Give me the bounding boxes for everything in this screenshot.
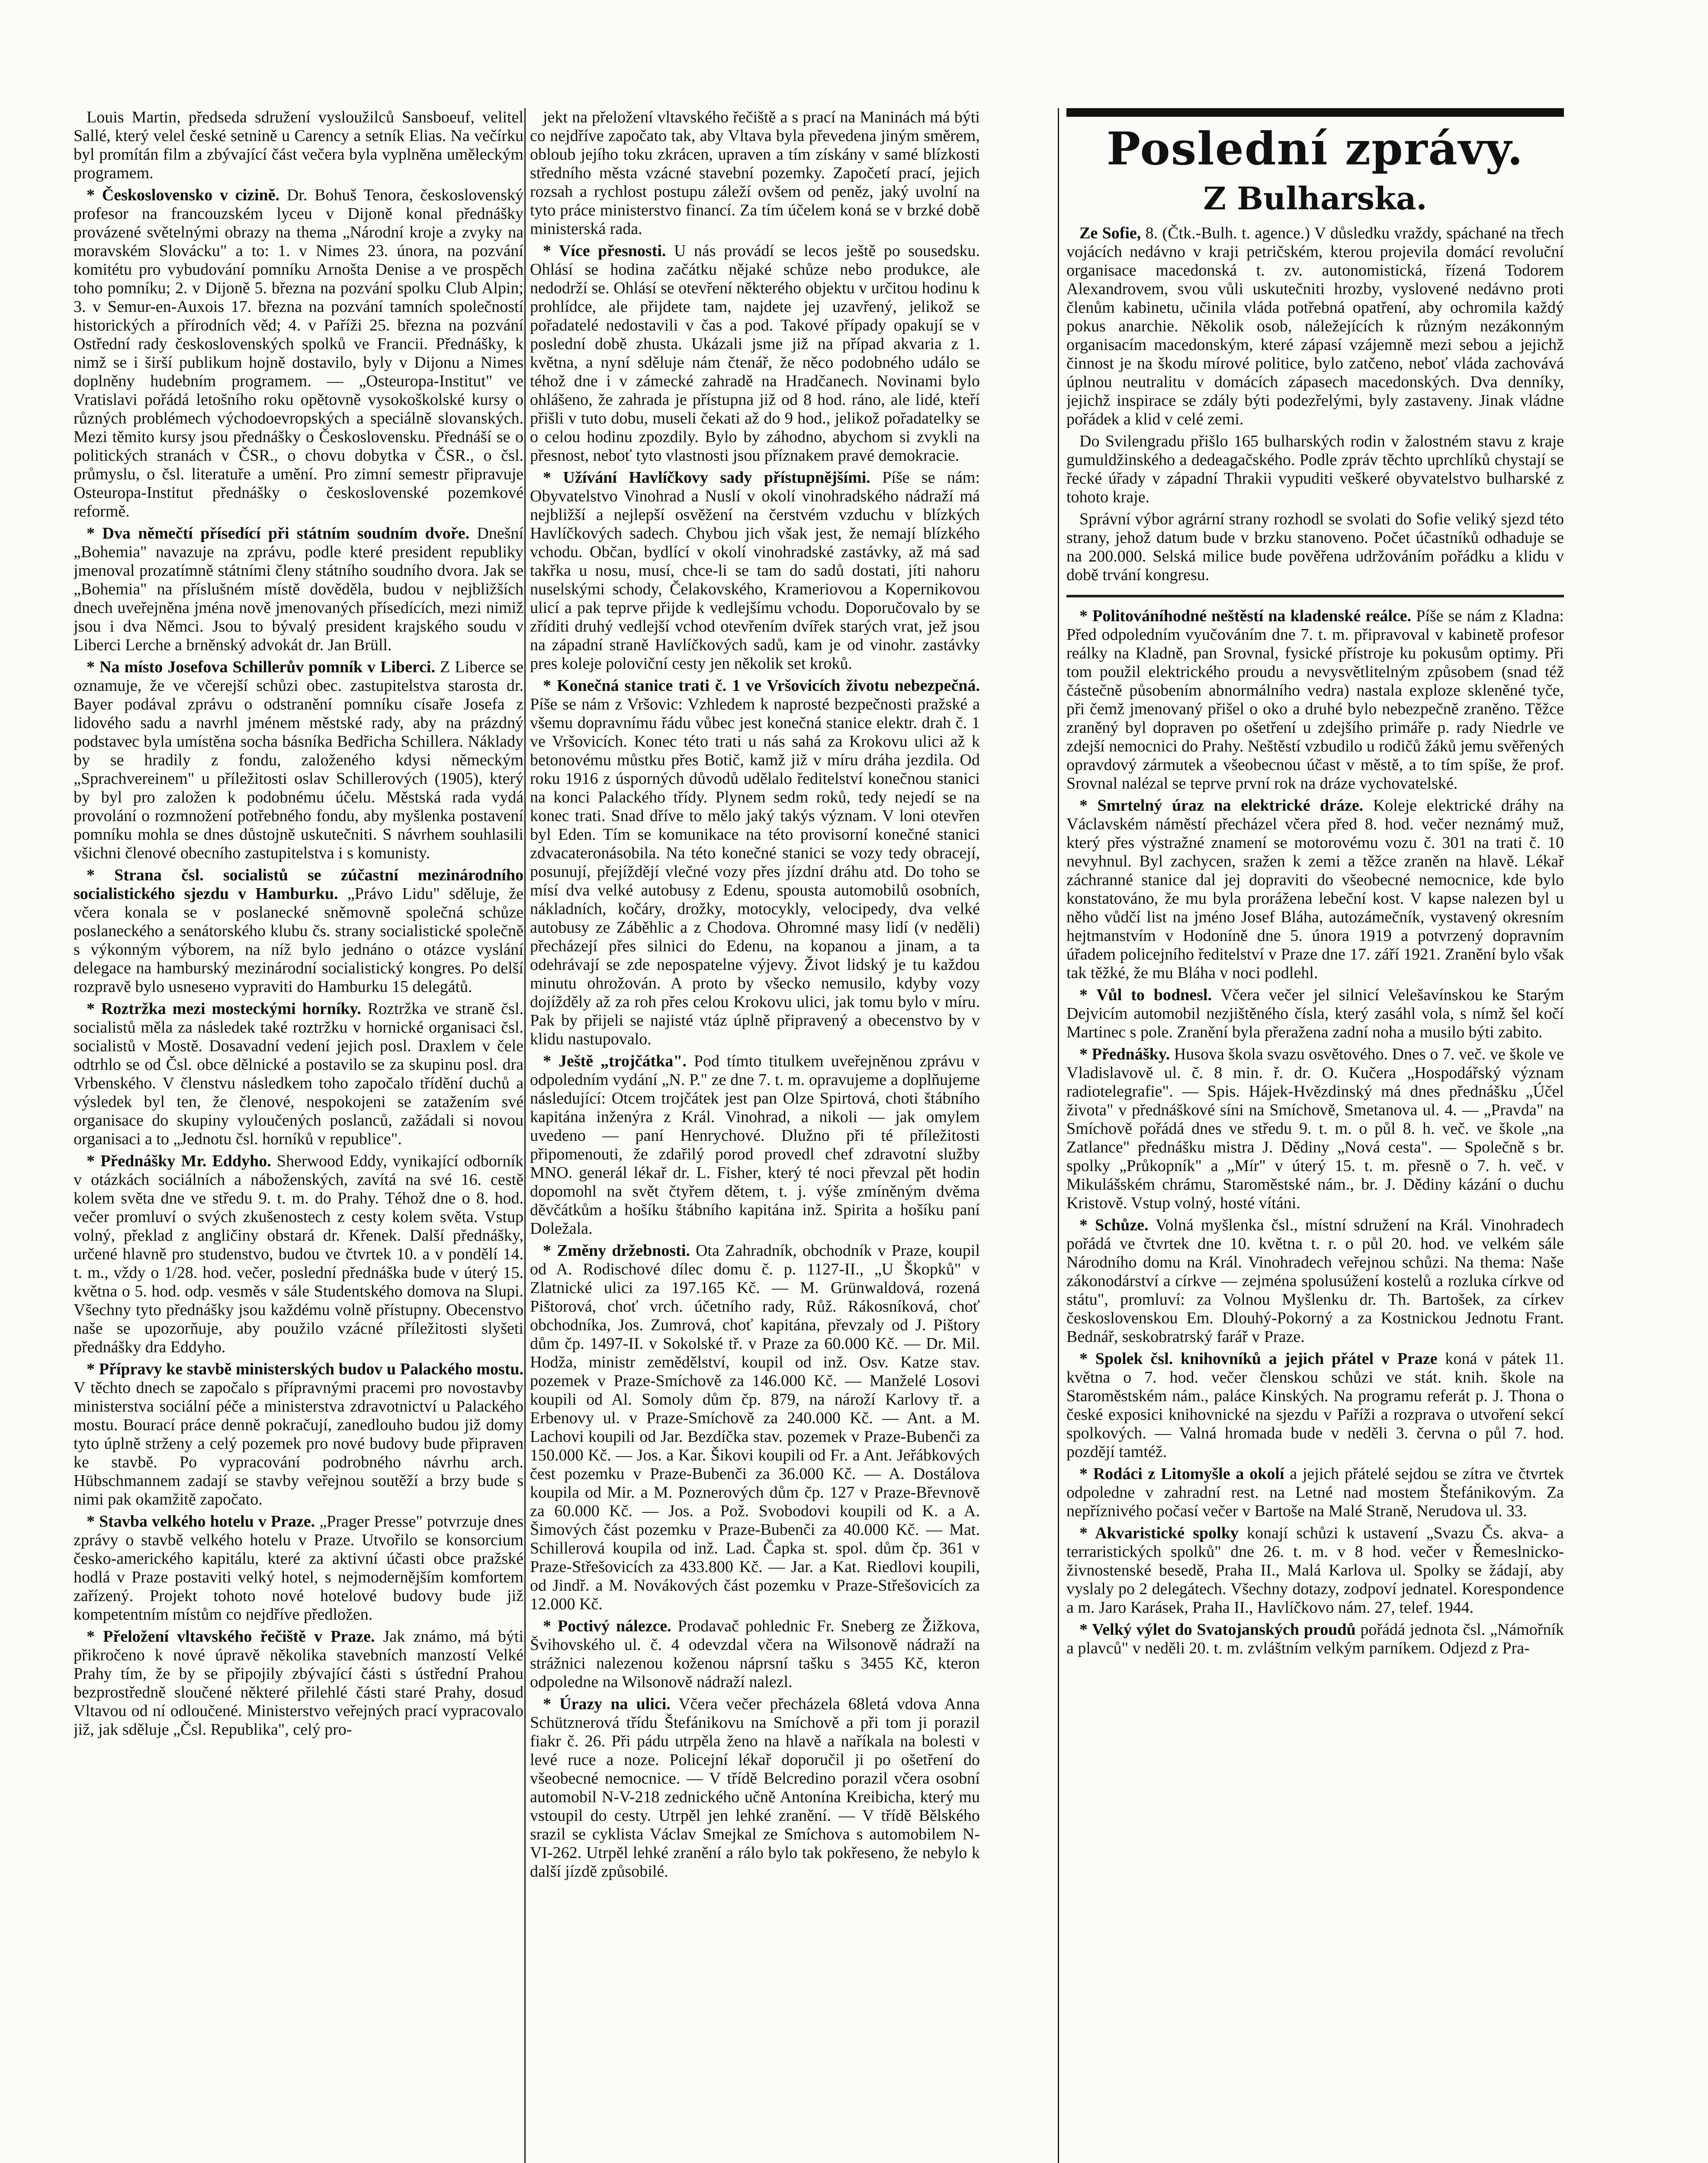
article-paragraph [74,524,523,655]
article-text: Prodavač pohlednic Fr. Sneberg ze Žižkova, Švihovského ul. č. 4 odevzdal včera na Wilsonově nádraží na strážnici nalezenou koženou náprsní tašku s 3455 Kč, kteron odpoledne na Wilsonově nádraží nalezl. [530,1617,980,1691]
article-paragraph [74,108,523,183]
bulgaria-news [1066,224,1564,584]
article-paragraph [74,866,523,996]
article-text: Dnešní „Bohemia" navazuje na zprávu, podle které president republiky jmenoval prozatímně státními členy státního soudního dvora. Jak se „Bohemia" na příslušném místě dověděla, budou v nejbližších dnech uveřejněna jména nově jmenovaných přísedících, mezi nimiž jsou i dva Němci. Jsou to bývalý president krajského soudu v Liberci Lerche a brněnský advokát dr. Jan Brüll. [74,524,523,654]
article-paragraph [1066,986,1564,1042]
article-headline: * Stavba velkého hotelu v Praze. [87,1512,315,1531]
article-paragraph [530,1052,980,1238]
article-text: pořádá jednota čsl. „Námořník a plavců" v neděli 20. t. m. zvláštním velkým parníkem. Odjezd z Pra- [1066,1621,1564,1657]
article-paragraph [74,1360,523,1509]
article-headline: * Strana čsl. socialistů se zúčastní mezinárodního socialistického sjezdu v Hamburku. [74,866,523,903]
article-headline: * Akvaristické spolky [1079,1524,1239,1542]
article-text: Do Svilengradu přišlo 165 bulharských rodin v žalostném stavu z kraje gumuldžinského a dedeagačského. Podle zpráv těchto uprchlíků chystají se řecké úřady v západní Thrakii vypuditi veškeré obyvatelstvo bulharské z tohoto kraje. [1066,432,1564,506]
article-text: U nás provádí se lecos ještě po sousedsku. Ohlásí se hodina začátku nějaké schůze nebo produkce, ale nedodrží se. Ohlásí se otevření některého objektu v určitou hodinu k prohlídce, ale přijdete tam, najdete jej uzavřený, jelikož se pořadatelé nedostavili v čas a pod. Takové případy opakují se v poslední době zhusta. Ukázali jsme již na případ akvaria z 1. května, a nyní sděluje nám čtenář, že něco podobného událo se téhož dne i v zámecké zahradě na Hradčanech. Novinami bylo ohlášeno, že zahrada je přístupna již od 8 hod. ráno, ale lidé, kteří přišli v tuto dobu, museli čekati až do 9 hod., jelikož pořadatelky se o celou hodinu zpozdily. Bylo by záhodno, abychom si zvykli na přesnost, neboť tyto vlastnosti jsou příznakem pravé demokracie. [530,242,980,465]
article-text: konají schůzi k ustavení „Svazu Čs. akva- a terraristických spolků" dne 26. t. m. v 8 hod. večer v Řemeslnicko-živnostenské besedě, Praha II., Malá Karlova ul. Spolky se žádají, aby vyslaly po 2 delegátech. Všechny dotazy, zodpoví jednatel. Korespondence a m. Jaro Karásek, Praha II., Havlíčkovo nám. 27, telef. 1944. [1066,1524,1564,1617]
article-text: Volná myšlenka čsl., místní sdružení na Král. Vinohradech pořádá ve čtvrtek dne 10. května t. r. o půl 20. hod. ve velkém sále Národního domu na Král. Vinohradech veřejnou schůzi. Na thema: Naše zákonodárství a církve — zejména spolusúžení kostelů a rozluka církve od státu", promluví: za Volnou Myšlenku dr. Th. Bartošek, za církev československou Em. Dlouhý-Pokorný a za Kostnickou Jednotu Frant. Bednář, seskobratrský farář v Praze. [1066,1216,1564,1346]
column-left [74,108,523,2163]
article-headline: * Dva němečtí přísedící při státním soudním dvoře. [87,524,469,542]
article-text: Správní výbor agrární strany rozhodl se svolati do Sofie veliký sjezd této strany, jehož datum bude v brzku stanoveno. Počet účastníků odhaduje se na 200.000. Selská milice bude pověřena udržováním pořádku a klidu v době trvání kongresu. [1066,510,1564,584]
article-text: Pod tímto titulkem uveřejněnou zprávu v odpoledním vydání „N. P." ze dne 7. t. m. opravujeme a doplňujeme následující: Otcem trojčátek jest pan Olze Spirtová, choti štábního kapitána inženýra z Král. Vinohrad, a nikoli — jak omylem uvedeno — paní Henrychové. Dlužno při té příležitosti připomenouti, že zdařilý porod provedl chef zdravotní služby MNO. generál lékař dr. L. Fisher, který té noci převzal pět hodin dopomohl na svět čtyřem dětem, t. j. výše zmíněným dvěma děvčátkům a hošíku štábního kapitána inž. Spirita a hošíku paní Doležala. [530,1052,980,1238]
article-text: Píše se nám: Obyvatelstvo Vinohrad a Nuslí v okolí vinohradského nádraží má nejbližší a nejlepší osvěžení na čerstvém vzduchu v blízkých Havlíčkových sadech. Chybou jich však jest, že nemají blízkého vchodu. Občan, bydlící v okolí vinohradské zastávky, až má sad takřka u nosu, musí, chce-li se tam do sadů dostati, jíti nahoru nuselskými schody, Čelakovského, Krameriovou a Kopernikovou ulicí a pak teprve přijde k vedlejšímu vchodu. Doporučovalo by se zříditi druhý vedlejší vchod otevřením dvířek starých vrat, jež jsou na západní straně Havlíčkových sadů, kam je od vinohr. zastávky pres koleje poloviční cesty jen několik set kroků. [530,469,980,673]
article-headline: * Smrtelný úraz na elektrické dráze. [1079,796,1364,815]
article-paragraph [1066,1524,1564,1617]
article-text: Z Liberce se oznamuje, že ve včerejší schůzi obec. zastupitelstva starosta dr. Bayer podával zprávu o odstranění pomníku císaře Josefa z lidového sadu a navrhl jménem městské rady, aby na prázdný podstavec byla umístěna socha básníka Bedřicha Schillera. Náklady by se hradily z fondu, založeného kdysi německým „Sprachvereinem" u příležitosti oslav Schillerových (1905), který by byl pro založen k podobnému účelu. Městská rada vydá provolání o rozmnožení potřebného fondu, aby myšlenka postavení pomníku mohla se dnes důstojně uskutečniti. S návrhem souhlasili všichni členové obecního zastupitelstva i s komunisty. [74,658,523,862]
column-middle [530,108,980,2163]
article-headline: * Rodáci z Litomyšle a okolí [1079,1465,1284,1483]
article-headline: * Vůl to bodnesl. [1079,986,1212,1004]
article-text: Píše se nám z Kladna: Před odpoledním vyučováním dne 7. t. m. připravoval v kabinetě profesor reálky na Kladně, pan Srovnal, fysické přístroje ku pokusům optimy. Při tom použil elektrického proudu a nevysvětlitelným způsobem (snad též částečně působením abnormálního vedra) nastala exploze skleněné tyče, při čemž jmenovaný přišel o oko a druhé bylo nebezpečně zraněno. Těžce zraněný byl dopraven po ošetření u zdejšího primáře p. rady Niedrle ve zdejší nemocnici do Prahy. Neštěstí vzbudilo u rodičů žáků jemu svěřených opravdový zármutek a všeobecnou účast v městě, a to tím spíše, že prof. Srovnal nalézal se teprve první rok na dráze vychovatelské. [1066,607,1564,793]
article-text: koná v pátek 11. května o 7. hod. večer členskou schůzi ve stát. knih. škole na Staroměstském nám., paláce Kinských. Na programu referát p. J. Thona o české exposici knihovnické na sjezdu v Paříži a rozprava o utvoření sekcí spolkových. — Valná hromada bude v neděli 3. června o půl 7. hod. pozdějí tamtéž. [1066,1350,1564,1461]
article-headline: * Změny držebnosti. [543,1242,690,1260]
article-paragraph [1066,1465,1564,1521]
article-headline: * Na místo Josefova Schillerův pomník v Liberci. [87,658,435,676]
article-paragraph [74,658,523,863]
article-headline: Ze Sofie, [1079,224,1141,242]
article-paragraph [530,1617,980,1691]
article-headline: * Velký výlet do Svatojanských proudů [1079,1621,1356,1639]
article-headline: * Schůze. [1079,1216,1149,1234]
article-text: V těchto dnech se započalo s přípravnými pracemi pro novostavby ministerstva sociální péče a ministerstva zdravotnictví u Palackého mostu. Bourací práce denně pokračují, zanedlouho budou již domy tyto úplně strženy a celý pozemek pro nové budovy bude připraven ke stavbě. Po vypracování podrobného návrhu arch. Hübschmannem zadají se stavby veřejnou soutěží a brzy bude s nimi pak okamžitě započato. [74,1379,523,1508]
article-paragraph [1066,1621,1564,1658]
masthead-bar [1066,108,1564,117]
article-headline: * Politováníhodné neštěstí na kladenské reálce. [1079,607,1412,625]
article-headline: * Spolek čsl. knihovníků a jejich přátel v Praze [1079,1350,1438,1368]
column-divider-left [524,108,526,2163]
article-headline: * Poctivý nálezce. [543,1617,671,1635]
article-paragraph [530,469,980,673]
article-paragraph [1066,432,1564,507]
article-headline: * Přednášky Mr. Eddyho. [87,1152,271,1170]
article-paragraph [1066,510,1564,584]
article-headline: * Přednášky. [1079,1045,1170,1063]
article-headline: * Více přesnosti. [543,242,666,260]
article-paragraph [74,186,523,521]
article-text: Koleje elektrické dráhy na Václavském náměstí přecházel včera před 8. hod. večer neznámý muž, který přes výstražné znamení se motorovému vozu č. 301 na trati č. 10 nevyhnul. Byl zachycen, sražen k zemi a těžce zraněn na hlavě. Lékař záchranné stanice dal jej dopraviti do všeobecné nemocnice, kde bylo konstatováno, že mu byla prorážena lebeční kost. V kapse nalezen byl u něho vůdčí list na jméno Josef Bláha, autozámečník, vystavený okresním hejtmanstvím v Hodoníně dne 5. února 1919 a potvrzený dopravním úřadem policejního ředitelství v Praze dne 17. září 1921. Zranění bylo však tak těžké, že mu Bláha v noci podlehl. [1066,796,1564,982]
article-text: Husova škola svazu osvětového. Dnes o 7. več. ve škole ve Vladislavově ul. č. 8 min. ř. dr. O. Kučera „Hospodářský význam radiotelegrafie". — Spis. Hájek-Hvězdinský má dnes přednášku „Účel života" v přednáškové síni na Smíchově, Smetanova ul. 4. — „Pravda" na Smíchově pořádá dnes ve středu 9. t. m. o půl 8. h. več. ve škole „na Zatlance" přednášku mistra J. Dědiny „Nová cesta". — Společně s br. spolky „Průkopník" a „Mír" v úterý 15. t. m. přesně o 7. h. več. v Mikulášském chrámu, Staroměstské nám., br. J. Dědiny kázání o duchu Kristově. Vstup volný, hosté vítáni. [1066,1045,1564,1212]
article-headline: * Užívání Havlíčkovy sady přístupnějšími. [543,469,870,487]
article-text: Včera večer jel silnicí Velešavínskou ke Starým Dejvicím automobil nezjištěného čísla, který zasáhl vola, s nímž šel kočí Martinec s pole. Zranění byla přeražena zadní noha a musilo býti zabito. [1066,986,1564,1041]
article-paragraph [74,1627,523,1739]
article-paragraph [1066,224,1564,429]
local-news [1066,607,1564,1658]
article-text: jekt na přeložení vltavského řečiště a s prací na Maninách má býti co nejdříve započato tak, aby Vltava byla převedena jiným směrem, obloub jejího toku zkrácen, upraven a tím získány v samé blízkosti středního města vzácné stavební pozemky. Započetí prací, jejich rozsah a rychlost postupu záleží ovšem od peněz, jaký uvolní na tyto práce ministerstvo financí. Za tím účelem koná se v brzké době ministerská rada. [530,108,980,238]
article-paragraph [1066,1216,1564,1346]
article-headline: * Konečná stanice trati č. 1 ve Vršovicích životu nebezpečná. [543,677,980,695]
article-paragraph [74,1000,523,1149]
article-paragraph [530,1695,980,1881]
masthead-title: Poslední zprávy. [1106,122,1524,175]
column-divider-right [1058,108,1059,2163]
article-text: „Právo Lidu" sděluje, že včera konala se v poslanecké sněmovně společná schůze poslaneckého a senátorského klubu čs. strany socialistické společně s výkonným výborem, na níž bylo jednáno o otázce vyslání delegace na hamburský mezinárodní socialistický kongres. Po delší rozpravě bylo usnesено vypraviti do Hamburku 15 delegátů. [74,885,523,996]
article-text: Louis Martin, předseda sdružení vysloužilců Sansboeuf, velitel Sallé, který velel české setnině u Carency a setník Elias. Na večírku byl promítán film a zbývající část večera byla vyplněna uměleckým programem. [74,108,523,182]
article-text: Ota Zahradník, obchodník v Praze, koupil od A. Rodischové dílec domu č. p. 1127-II., „U Škopků" v Zlatnické ulici za 197.165 Kč. — M. Grünwaldová, rozená Pištorová, choť vrch. účetního rady, Růž. Rákosníková, choť obchodníka, Jos. Zumrová, choť kapitána, převzaly od J. Pištory dům čp. 1497-II. v Sokolské tř. v Praze za 60.000 Kč. — Dr. Mil. Hodža, ministr zemědělství, koupil od inž. Osv. Katze stav. pozemek v Praze-Smíchově za 146.000 Kč. — Manželé Losovi koupili od Al. Somoly dům čp. 879, na nároží Karlovy tř. a Erbenovy ul. v Praze-Smíchově za 240.000 Kč. — Ant. a M. Lachovi koupili od Jar. Bezdíčka stav. pozemek v Praze-Bubenči za 150.000 Kč. — Jos. a Kar. Šikovi koupili od Fr. a Ant. Jeřábkových čest pozemku v Praze-Bubenči za 36.000 Kč. — A. Dostálova koupila od Mir. a M. Poznerových dům čp. 127 v Praze-Břevnově za 60.000 Kč. — Jos. a Pož. Svobodovi koupili od K. a A. Šimových část pozemku v Praze-Bubenči za 40.000 Kč. — Mat. Schillerová koupila od inž. Lad. Čapka st. spol. dům čp. 361 v Praze-Střešovicích za 433.800 Kč. — Jar. a Kat. Riedlovi koupili, od Jindř. a M. Novákových část pozemku v Praze-Střešovicích za 12.000 Kč. [530,1242,980,1613]
article-paragraph [530,108,980,238]
article-paragraph [74,1152,523,1357]
article-text: Píše se nám z Vršovic: Vzhledem k naprosté bezpečnosti pražské a všemu dopravnímu řádu vůbec jest konečná stanice elektr. drah č. 1 ve Vršovicích. Konec této trati u nás sahá za Krokovu ulici až k betonovému můstku přes Botič, kamž již v míru dráha jezdila. Od roku 1916 z úsporných důvodů udělalo ředitelství konečnou stanici na konci Palackého třídy. Plynem sedm roků, tedy nejedí se na konec trati. Snad dříve to mělo jaký takýs význam. V loni otevřen byl Eden. Tím se komunikace na této provisorní konečné stanici zdvacateronásobila. Na této konečné stanici se vozy tedy obracejí, posunují, přejíždějí vlečné vozy přes jízdní dráhu atd. Do toho se mísí dva velké autobusy z Edenu, spousta automobilů osobních, nákladních, kočáry, drožky, motocykly, velocipedy, dva velké autobusy ze Záběhlic a z Chodova. Ohromné masy lidí (v neděli) přecházejí přes silnici do Edenu, na kopanou a jinam, a ta odehrávají se zde nepospatelne výjevy. Život lidský je tu každou minutu ohrožován. A proto by všecko nemusilo, kdyby vozy dojížděly až za roh přes celou Krokovu ulici, jak tomu bylo v míru. Pak by přijeli se najisté vtáz úplně připravený a obecenstvo by v klidu nastupovalo. [530,695,980,1048]
article-headline: * Úrazy na ulici. [543,1695,671,1713]
article-headline: * Ještě „trojčátka". [543,1052,687,1070]
article-paragraph [530,242,980,465]
article-paragraph [1066,796,1564,982]
article-headline: * Přípravy ke stavbě ministerských budov u Palackého mostu. [87,1360,523,1378]
section-subhead: Z Bulharska. [1203,180,1427,217]
article-text: Včera večer přecházela 68letá vdova Anna Schütznerová třídu Štefánikovu na Smíchově a při tom ji porazil fiakr č. 26. Při pádu utrpěla ženo na hlavě a naříkala na bolesti v levé ruce a noze. Policejní lékař doporučil ji po ošetření do všeobecné nemocnice. — V třídě Belcredino porazil včera osobní automobil N-V-218 zednického učně Antonína Kreibicha, který mu vstoupil do cesty. Utrpěl jen lehké zranění. — V třídě Bělského srazil se cyklista Václav Smejkal ze Smíchova s automobilem N-VI-262. Utrpěl lehké zranění a rálo bylo tak pokřeseno, že nebylo k další jízdě způsobilé. [530,1695,980,1881]
article-text: Sherwood Eddy, vynikající odborník v otázkách sociálních a náboženských, zavítá na své 16. cestě kolem světa dne ve středu 9. t. m. do Prahy. Téhož dne o 8. hod. večer promluví o svých zkušenostech z cesty kolem světa. Vstup volný, překlad z angličiny obstará dr. Křenek. Další přednášky, určené hlavně pro studenstvo, budou ve čtvrtek 10. a v pondělí 14. t. m., vždy o 1/28. hod. večer, poslední přednáška bude v úterý 15. května o 5. hod. odp. vesměs v sále Studentského domova na Slupi. Všechny tyto přednášky jsou každému volně přístupny. Obecenstvo naše se upozorňuje, aby použilo vzácné příležitosti slyšeti přednášky dra Eddyho. [74,1152,523,1356]
article-headline: * Roztržka mezi mosteckými horníky. [87,1000,361,1018]
article-text: 8. (Čtk.-Bulh. t. agence.) V důsledku vraždy, spáchané na třech vojácích nedávno v kraji petričském, kterou projevila domácí revoluční organisace macedonská t. zv. autonomistická, řízená Todorem Alexandrovem, svou vůli uskutečniti hrozby, vyslovené nedávno proti členům kabinetu, učinila vláda potřebná opatření, aby ochromila každý pokus anarchie. Několik osob, náležejících k různým nezákonným organisacím macedonským, které zápasí vzájemně mezi sebou a jejichž činnost je na škodu mírové politice, bylo zatčeno, neboť vláda zachovává úplnou neutralitu v domácích zápasech macedonských. Dva denníky, jejichž inspirace se zdály býti podezřelými, byly zastaveny. Jinak vládne pořádek a klid v celé zemi. [1066,224,1564,428]
article-text: Dr. Bohuš Tenora, československý profesor na francouzském lyceu v Dijoně konal přednášky provázené světelnými obrazy na thema „Národní kroje a zvyky na moravském Slovácku" a to: 1. v Nimes 23. února, na pozvání komitétu pro vybudování pomníku Arnošta Denise a ve prospěch toho pomníku; 2. v Dijoně 5. března na pozvání spolku Club Alpin; 3. v Semur-en-Auxois 17. března na pozvání tamních společností historických a přírodních věd; 4. v Paříži 25. března na pozvání Ostřední rady československých spolků ve Francii. Přednášky, k nimž se i širší publikum hojně dostavilo, byly v Dijonu a Nimes doplněny hudebním programem. — „Osteuropa-Institut" ve Vratislavi pořádá letošního roku opětovně vysokoškolské kursy o různých problémech východoevropských a speciálně slovanských. Mezi těmito kursy jsou přednášky o Československu. Přednáší se o politických stranách v ČSR., o chovu dobytka v ČSR., o čsl. průmyslu, o čsl. literatuře a umění. Pro zimní semestr připravuje Osteuropa-Institut přednášky o československé pozemkové reformě. [74,186,523,520]
article-text: Jak známo, má býti přikročeno k nové úpravě několika stavebních manzostí Velké Prahy tím, že by se připojily zbývající části s ústřední Prahou bezprostředně sloučené některé přilehlé části staré Prahy, dosud Vltavou od ní odloučené. Ministerstvo veřejných prací vypracovalo již, jak sděluje „Čsl. Republika", celý pro- [74,1627,523,1739]
article-text: Roztržka ve straně čsl. socialistů měla za následek také roztržku v hornické organisaci čsl. socialistů v Mostě. Dosavadní vedení jejich posl. Draxlem v čele odtrhlo se od Čsl. obce dělnické a postavilo se za skupinu posl. dra Vrbenského. V členstvu následkem toho započalo třídění duchů a výsledek byl ten, že členové, nespokojeni se zatažením své organisace do skupiny vyloučených poslanců, zažádali si novou organisaci a to „Jednotu čsl. horníků v republice". [74,1000,523,1148]
article-paragraph [530,677,980,1049]
section-separator [1066,595,1564,597]
article-paragraph [1066,1045,1564,1213]
article-headline: * Československo v cizině. [87,186,280,204]
column-right [1066,108,1564,2163]
article-paragraph [74,1512,523,1624]
article-paragraph [1066,607,1564,793]
article-text: a jejich přátelé sejdou se zítra ve čtvrtek odpoledne v zahradní rest. na Letné nad mostem Štefánikovým. Za nepříznivého počasí večer v Bartoše na Malé Straně, Nerudova ul. 33. [1066,1465,1564,1520]
article-headline: * Přeložení vltavského řečiště v Praze. [87,1627,375,1646]
article-paragraph [530,1242,980,1614]
article-text: „Prager Presse" potvrzuje dnes zprávy o stavbě velkého hotelu v Praze. Utvořilo se konsorcium česko-amerického kapitálu, které za aktivní účasti obce pražské hodlá v Praze postaviti velký hotel, s nejmodernějším komfortem zařízený. Projekt tohoto nové hotelové budovy bude již kompetentním místům co nejdříve předložen. [74,1512,523,1624]
article-paragraph [1066,1350,1564,1461]
